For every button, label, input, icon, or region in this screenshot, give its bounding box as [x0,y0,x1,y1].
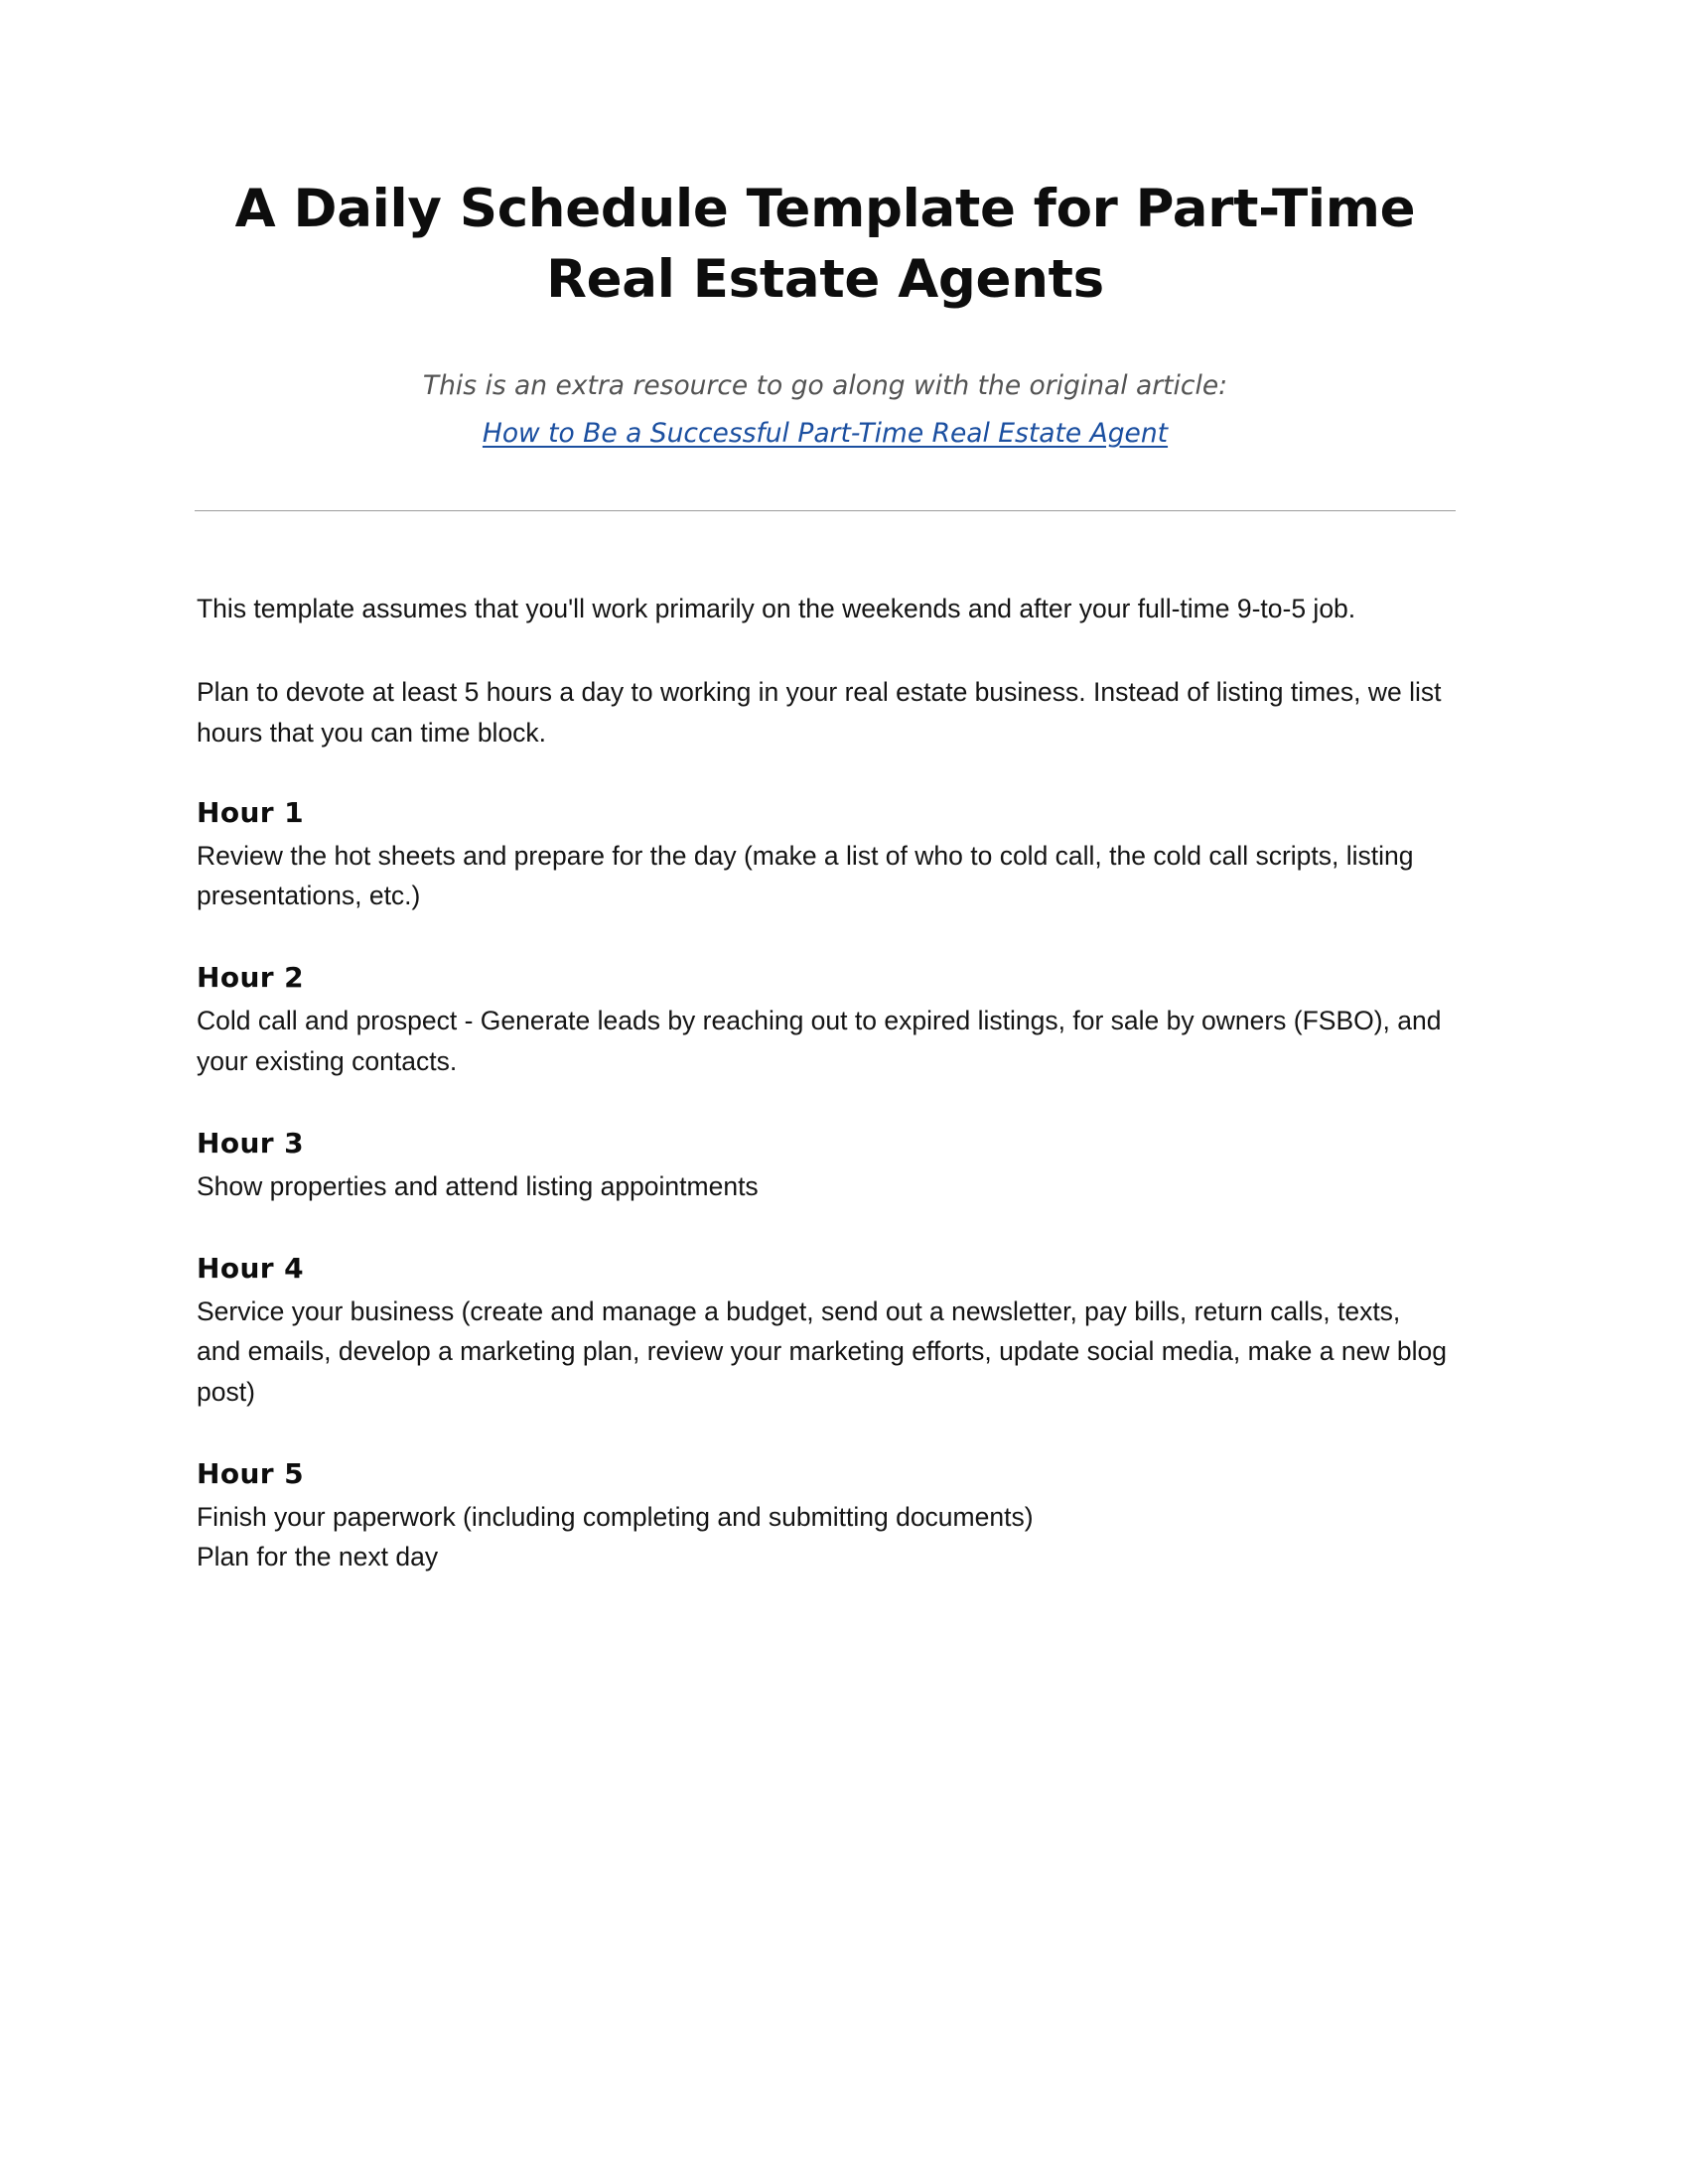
hour-1-text: Review the hot sheets and prepare for the day (make a list of who to cold call, the cold call scripts, listing presentations, etc.) [197,840,1414,911]
document-content [195,0,1456,1623]
hour-2-heading: Hour 2 [197,961,305,995]
horizontal-divider [195,510,1456,511]
hour-4-heading: Hour 4 [197,1252,305,1286]
intro-paragraph-2: Plan to devote at least 5 hours a day to working in your real estate business. Instead of listing times, we list hours that you can time block. [197,677,1442,748]
page-title: A Daily Schedule Template for Part-Time Real Estate Agents [234,179,1416,311]
hour-1-heading: Hour 1 [197,795,305,829]
hour-block-5 [197,1457,1456,1577]
hour-5-text-line-2: Plan for the next day [197,1542,439,1572]
hour-5-text-line-1: Finish your paperwork (including completing and submitting documents) [197,1501,1034,1532]
hour-block-3 [197,1127,1456,1206]
hour-block-1 [197,796,1456,916]
original-article-link[interactable]: How to Be a Successful Part-Time Real Estate Agent [482,418,1169,450]
subtitle-intro-text: This is an extra resource to go along with the original article: [422,370,1228,402]
hour-block-4 [197,1252,1456,1412]
intro-paragraph-1: This template assumes that you'll work primarily on the weekends and after your full-time 9-to-5 job. [197,594,1356,624]
document-body [195,589,1456,1576]
hour-block-2 [197,961,1456,1081]
hour-2-text: Cold call and prospect - Generate leads by reaching out to expired listings, for sale by owners (FSBO), and your existing contacts. [197,1006,1442,1076]
hour-5-heading: Hour 5 [197,1456,305,1490]
hour-4-text: Service your business (create and manage a budget, send out a newsletter, pay bills, return calls, texts, and emails, develop a marketing plan, review your marketing efforts, update social media, make a new blog post) [197,1297,1447,1407]
hour-3-text: Show properties and attend listing appointments [197,1170,759,1201]
hour-3-heading: Hour 3 [197,1126,305,1160]
subtitle-block [195,366,1456,454]
